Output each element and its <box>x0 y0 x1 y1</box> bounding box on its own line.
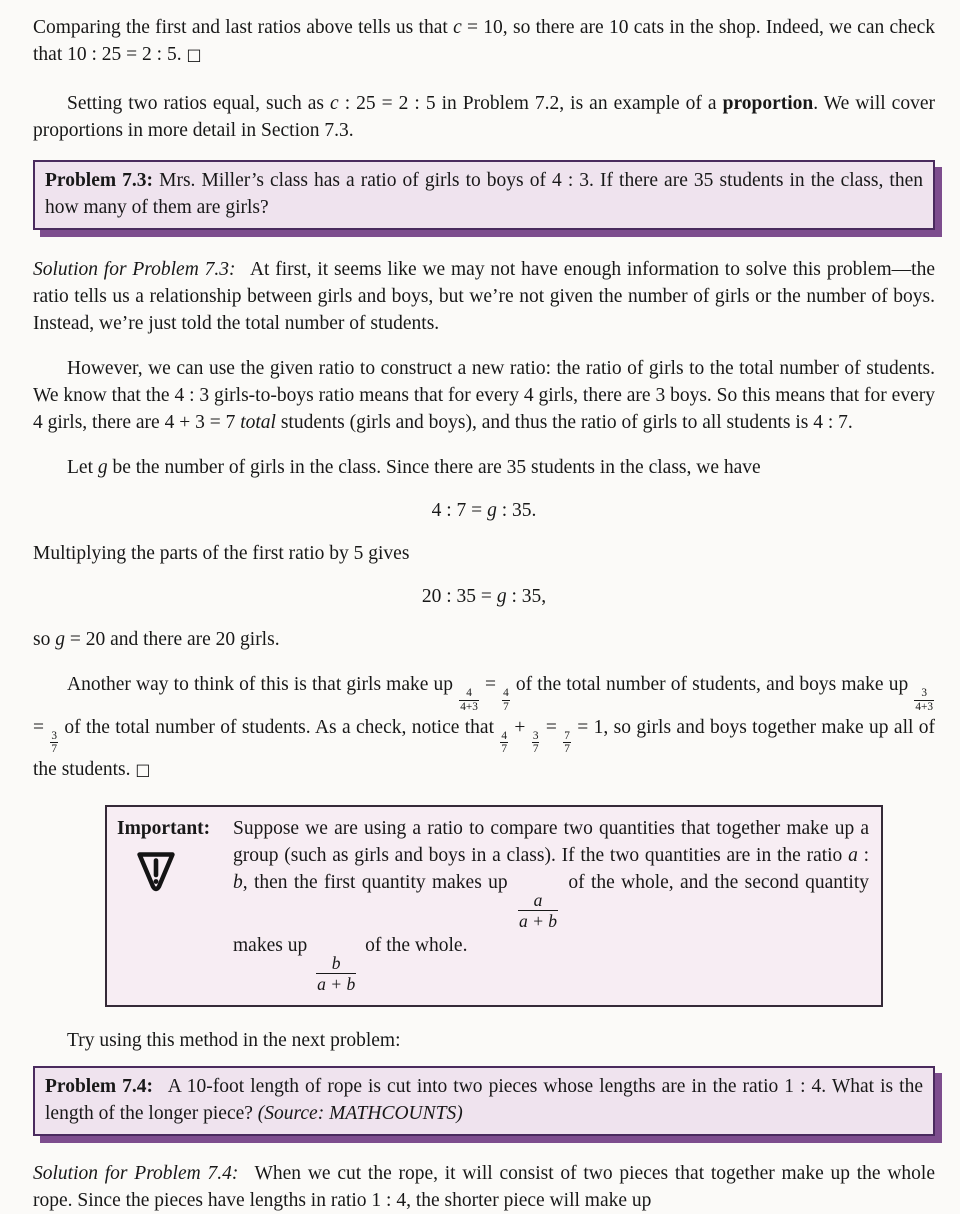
text-run: . We will cover proportions in more detail in Section 7.3. <box>33 93 935 141</box>
text-run: □ <box>135 760 151 780</box>
text-run: Comparing the first and last ratios above tells us that <box>33 17 454 38</box>
text-run: , then the first quantity makes up <box>242 872 514 894</box>
text-run: However, we can use the given ratio to construct a new ratio: the ratio of girls to the total number of students. We know that the 4 : 3 girls-to-boys ratio means that for every 4 girls, there are 3 boys. So this means that for every 4 girls, there are 4 + 3 = 7 <box>33 358 935 433</box>
warning-exclamation-triangle-icon <box>133 849 179 893</box>
fraction: $\frac{a}{a + b}$ <box>518 889 558 932</box>
paragraph-setting-proportion <box>33 90 935 144</box>
fraction: $\frac{4}{4+3}$ <box>460 687 478 713</box>
text-run: g <box>55 629 65 650</box>
text-run: g <box>97 457 108 478</box>
text-run: g <box>496 586 507 607</box>
equation-20-35-g-35 <box>33 583 935 610</box>
fraction: $\frac{b}{a + b}$ <box>317 952 356 995</box>
problem-7-4-box <box>33 1066 935 1136</box>
text-run: = 1, so girls and boys together make up all of the students. <box>33 716 936 781</box>
important-box <box>105 805 883 1007</box>
solution-7-3-intro <box>33 256 935 337</box>
text-run: of the total number of students. As a check, notice that <box>59 716 500 738</box>
text-run: Multiplying the parts of the first ratio by 5 gives <box>33 543 410 564</box>
text-run: so <box>33 629 56 650</box>
text-run: When we cut the rope, it will consist of two pieces that together make up the whole rope. Since the pieces have lengths in ratio 1 : 4, the shorter piece will make up <box>33 1162 935 1211</box>
paragraph-another-way <box>33 671 935 783</box>
text-run: = 10, so there are 10 cats in the shop. Indeed, we can check that 10 : 25 = 2 : 5. <box>33 17 935 65</box>
important-body-text <box>233 815 869 995</box>
text-run: = 20 and there are 20 girls. <box>64 629 280 650</box>
text-run: of the total number of students, and boys make up <box>510 674 914 695</box>
solution-7-4-intro <box>33 1160 935 1214</box>
fraction: $\frac{7}{7}$ <box>564 729 570 756</box>
fraction: $\frac{3}{7}$ <box>532 729 539 756</box>
text-run: = <box>33 716 50 738</box>
fraction: $\frac{4}{7}$ <box>503 687 509 713</box>
equation-4-7-g-35 <box>33 497 935 524</box>
text-run: Suppose we are using a ratio to compare two quantities that together make up a group (such as girls and boys in a class). If the two quantities are in the ratio <box>233 818 869 867</box>
text-run: proportion <box>722 93 814 114</box>
text-run: total <box>240 412 276 433</box>
solution-7-3-however <box>33 355 935 436</box>
text-run: □ <box>186 45 202 64</box>
text-run: : 35, <box>506 586 547 607</box>
text-run: b <box>233 872 243 894</box>
text-run: Mrs. Miller’s class has a ratio of girls to boys of 4 : 3. If there are 35 students in the class, then how many of them are girls? <box>45 170 923 218</box>
text-run: Problem 7.3: <box>45 170 154 191</box>
text-run: : <box>857 845 870 867</box>
paragraph-so-g-20 <box>33 626 935 653</box>
text-run: : 25 = 2 : 5 in Problem 7.2, is an example of a <box>338 93 723 114</box>
text-run: At first, it seems like we may not have enough information to solve this problem—the ratio tells us a relationship between girls and boys, but we’re not given the number of girls or the number of boys. Instead, we’re just told the total number of students. <box>33 259 935 334</box>
text-run: of the whole, and the second quantity makes up <box>233 872 869 957</box>
fraction: $\frac{4}{7}$ <box>501 729 508 756</box>
text-run: of the whole. <box>360 935 468 957</box>
text-run: be the number of girls in the class. Since there are 35 students in the class, we have <box>107 457 761 478</box>
fraction: $\frac{3}{7}$ <box>51 729 58 756</box>
text-run: students (girls and boys), and thus the ratio of girls to all students is 4 : 7. <box>275 412 853 433</box>
text-run: Try using this method in the next problem: <box>67 1029 401 1051</box>
text-run: + <box>509 716 531 738</box>
text-run: Let <box>67 457 98 478</box>
paragraph-comparing <box>33 14 935 68</box>
text-run: 4 : 7 = <box>431 500 488 521</box>
solution-7-3-let-g <box>33 454 935 481</box>
paragraph-try-using <box>33 1027 935 1054</box>
text-run: Another way to think of this is that girls make up <box>67 674 459 695</box>
important-label-column <box>117 815 223 995</box>
problem-7-3-box <box>33 160 935 230</box>
text-run: 20 : 35 = <box>421 586 497 607</box>
text-run: Solution for Problem 7.3: <box>33 259 236 280</box>
fraction: $\frac{3}{4+3}$ <box>915 687 933 713</box>
text-run: Problem 7.4: <box>45 1075 154 1097</box>
text-run: A 10-foot length of rope is cut into two pieces whose lengths are in the ratio 1 : 4. What is the length of the longer piece? <box>45 1075 923 1124</box>
text-run: c <box>453 17 462 38</box>
text-run: Setting two ratios equal, such as <box>67 93 331 114</box>
text-run: Solution for Problem 7.4: <box>33 1162 239 1184</box>
text-run: a <box>848 845 858 867</box>
text-run: c <box>330 93 339 114</box>
text-run: g <box>487 500 497 521</box>
text-run: = <box>540 716 563 738</box>
text-run: (Source: MATHCOUNTS) <box>257 1102 463 1124</box>
paragraph-multiplying <box>33 540 935 567</box>
important-label: Important: <box>117 818 211 840</box>
text-run: : 35. <box>496 500 537 521</box>
text-run: = <box>479 674 502 695</box>
